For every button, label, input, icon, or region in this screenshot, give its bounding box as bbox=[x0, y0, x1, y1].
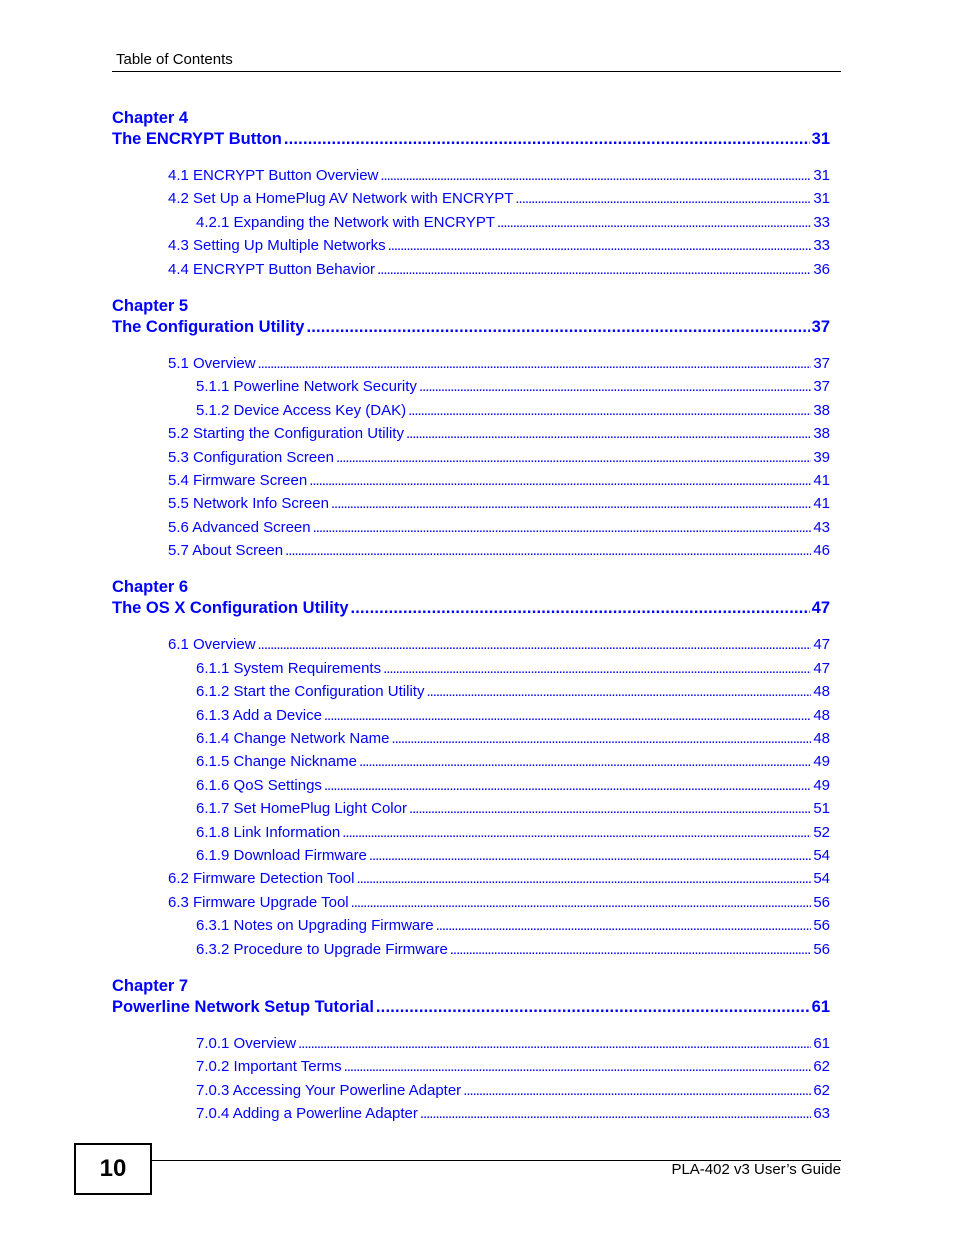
section-page: 47 bbox=[813, 636, 830, 654]
section-label: 5.3 Configuration Screen bbox=[168, 448, 334, 466]
dot-leader bbox=[306, 316, 809, 338]
section-label: 6.1.7 Set HomePlug Light Color bbox=[196, 800, 407, 818]
section-page: 56 bbox=[813, 940, 830, 958]
section-label: 4.1 ENCRYPT Button Overview bbox=[168, 167, 379, 184]
dot-leader bbox=[450, 938, 812, 961]
dot-leader bbox=[344, 1055, 812, 1078]
section-page: 52 bbox=[813, 823, 830, 841]
section-page: 47 bbox=[813, 659, 830, 677]
section-label: 5.4 Firmware Screen bbox=[168, 471, 308, 489]
dot-leader bbox=[369, 844, 811, 867]
toc-subsection-link[interactable] bbox=[112, 399, 830, 422]
dot-leader bbox=[359, 750, 811, 773]
dot-leader bbox=[419, 375, 811, 398]
toc-chapter bbox=[112, 108, 830, 281]
section-label: 6.1.1 System Requirements bbox=[196, 659, 382, 677]
section-label: 5.7 About Screen bbox=[168, 542, 284, 560]
section-page: 62 bbox=[813, 1081, 830, 1099]
section-page: 63 bbox=[813, 1105, 830, 1123]
page-number-box bbox=[74, 1143, 152, 1195]
section-page: 54 bbox=[813, 846, 830, 864]
chapter-title-link[interactable] bbox=[112, 597, 830, 619]
section-page: 56 bbox=[813, 893, 830, 911]
chapter-number-link[interactable]: Chapter 4 bbox=[112, 109, 189, 127]
dot-leader bbox=[383, 657, 811, 680]
section-page: 48 bbox=[813, 730, 830, 748]
dot-leader bbox=[342, 821, 811, 844]
toc-section-link[interactable] bbox=[112, 633, 830, 656]
toc-section-link[interactable] bbox=[112, 446, 830, 469]
section-page: 48 bbox=[813, 706, 830, 724]
section-label: 6.2 Firmware Detection Tool bbox=[168, 870, 355, 888]
section-label: 6.1.2 Start the Configuration Utility bbox=[196, 683, 425, 701]
toc-subsection-link[interactable] bbox=[112, 680, 830, 703]
toc-subsection-link[interactable] bbox=[112, 938, 830, 961]
section-label: 5.6 Advanced Screen bbox=[168, 518, 311, 536]
section-page: 41 bbox=[813, 471, 830, 489]
chapter-number-link[interactable]: Chapter 5 bbox=[112, 296, 189, 315]
section-list bbox=[112, 1032, 830, 1126]
chapter-page: 31 bbox=[811, 130, 830, 148]
dot-leader bbox=[324, 774, 811, 797]
dot-leader bbox=[356, 867, 811, 890]
toc-subsection-link[interactable] bbox=[112, 774, 830, 797]
toc-subsection-link[interactable] bbox=[112, 727, 830, 750]
dot-leader bbox=[336, 446, 811, 469]
dot-leader bbox=[309, 469, 811, 492]
dot-leader bbox=[376, 996, 810, 1018]
section-list bbox=[112, 164, 830, 281]
section-page: 51 bbox=[813, 800, 830, 818]
toc-subsection-link[interactable] bbox=[112, 657, 830, 680]
toc-section-link[interactable] bbox=[112, 891, 830, 914]
section-page: 31 bbox=[813, 190, 830, 208]
toc-section-link[interactable] bbox=[112, 187, 830, 210]
chapter-title-link[interactable] bbox=[112, 316, 830, 338]
dot-leader bbox=[258, 352, 812, 375]
section-page: 38 bbox=[813, 425, 830, 443]
section-label: 6.1.3 Add a Device bbox=[196, 706, 322, 724]
section-label: 5.1.2 Device Access Key (DAK) bbox=[196, 401, 407, 419]
section-label: 7.0.2 Important Terms bbox=[196, 1058, 342, 1076]
chapter-title-link[interactable] bbox=[112, 996, 830, 1018]
section-label: 6.3.2 Procedure to Upgrade Firmware bbox=[196, 940, 448, 958]
section-page: 33 bbox=[813, 213, 830, 231]
running-header: Table of Contents bbox=[116, 51, 233, 68]
toc-section-link[interactable] bbox=[112, 492, 830, 515]
toc-subsection-link[interactable] bbox=[112, 914, 830, 937]
section-label: 5.1 Overview bbox=[168, 354, 256, 372]
dot-leader bbox=[406, 422, 811, 445]
toc-section-link[interactable] bbox=[112, 352, 830, 375]
section-page: 43 bbox=[813, 518, 830, 536]
section-list bbox=[112, 633, 830, 960]
toc-subsection-link[interactable] bbox=[112, 750, 830, 773]
toc-subsection-link[interactable] bbox=[112, 797, 830, 820]
section-label: 6.1.5 Change Nickname bbox=[196, 753, 357, 771]
toc-subsection-link[interactable] bbox=[112, 821, 830, 844]
dot-leader bbox=[388, 234, 812, 257]
dot-leader bbox=[351, 597, 810, 619]
toc-section-link[interactable] bbox=[112, 469, 830, 492]
section-label: 7.0.3 Accessing Your Powerline Adapter bbox=[196, 1081, 462, 1099]
dot-leader bbox=[463, 1079, 811, 1102]
section-label: 6.1.4 Change Network Name bbox=[196, 730, 390, 748]
toc-subsection-link[interactable] bbox=[112, 1102, 830, 1125]
dot-leader bbox=[298, 1032, 811, 1055]
section-label: 6.3 Firmware Upgrade Tool bbox=[168, 893, 349, 911]
section-label: 5.2 Starting the Configuration Utility bbox=[168, 425, 404, 443]
chapter-number-link[interactable]: Chapter 7 bbox=[112, 976, 189, 995]
dot-leader bbox=[258, 633, 812, 656]
section-label: 4.4 ENCRYPT Button Behavior bbox=[168, 260, 376, 278]
chapter-number-link[interactable]: Chapter 6 bbox=[112, 578, 189, 597]
dot-leader bbox=[426, 680, 811, 703]
section-label: 5.5 Network Info Screen bbox=[168, 495, 329, 513]
guide-title: PLA-402 v3 User’s Guide bbox=[671, 1161, 841, 1178]
section-page: 41 bbox=[813, 495, 830, 513]
toc-subsection-link[interactable] bbox=[112, 1079, 830, 1102]
toc-chapter bbox=[112, 577, 830, 960]
section-page: 46 bbox=[813, 542, 830, 560]
chapter-title: The ENCRYPT Button bbox=[112, 130, 282, 148]
section-page: 38 bbox=[813, 401, 830, 419]
section-page: 37 bbox=[813, 354, 830, 372]
section-page: 31 bbox=[813, 167, 830, 184]
toc-subsection-link[interactable] bbox=[112, 704, 830, 727]
toc-subsection-link[interactable] bbox=[112, 211, 830, 234]
dot-leader bbox=[515, 187, 811, 210]
dot-leader bbox=[391, 727, 811, 750]
section-page: 33 bbox=[813, 237, 830, 255]
section-page: 61 bbox=[813, 1034, 830, 1052]
toc-subsection-link[interactable] bbox=[112, 1055, 830, 1078]
section-label: 4.2 Set Up a HomePlug AV Network with ENCRYPT bbox=[168, 190, 514, 208]
section-list bbox=[112, 352, 830, 563]
section-page: 36 bbox=[813, 260, 830, 278]
toc-chapter bbox=[112, 976, 830, 1126]
section-label: 6.1 Overview bbox=[168, 636, 256, 654]
toc-section-link[interactable] bbox=[112, 516, 830, 539]
section-page: 49 bbox=[813, 753, 830, 771]
page-number: 10 bbox=[99, 1155, 127, 1182]
section-label: 6.1.9 Download Firmware bbox=[196, 846, 367, 864]
toc-chapter bbox=[112, 296, 830, 563]
toc-section-link[interactable] bbox=[112, 164, 830, 187]
toc-subsection-link[interactable] bbox=[112, 1032, 830, 1055]
toc-section-link[interactable] bbox=[112, 234, 830, 257]
chapter-title-link[interactable] bbox=[112, 128, 830, 150]
dot-leader bbox=[408, 399, 811, 422]
dot-leader bbox=[324, 704, 811, 727]
section-label: 7.0.4 Adding a Powerline Adapter bbox=[196, 1105, 418, 1123]
section-label: 6.1.6 QoS Settings bbox=[196, 776, 322, 794]
toc-section-link[interactable] bbox=[112, 258, 830, 281]
section-label: 7.0.1 Overview bbox=[196, 1034, 297, 1052]
section-page: 56 bbox=[813, 917, 830, 935]
toc-section-link[interactable] bbox=[112, 422, 830, 445]
table-of-contents bbox=[112, 108, 830, 1141]
section-label: 6.3.1 Notes on Upgrading Firmware bbox=[196, 917, 434, 935]
chapter-page: 47 bbox=[811, 599, 830, 618]
dot-leader bbox=[313, 516, 812, 539]
chapter-page: 37 bbox=[811, 317, 830, 336]
chapter-page: 61 bbox=[811, 997, 830, 1016]
section-page: 48 bbox=[813, 683, 830, 701]
toc-section-link[interactable] bbox=[112, 867, 830, 890]
dot-leader bbox=[497, 211, 811, 234]
dot-leader bbox=[380, 164, 811, 187]
dot-leader bbox=[284, 128, 810, 150]
section-page: 37 bbox=[813, 378, 830, 396]
dot-leader bbox=[331, 492, 811, 515]
header-divider bbox=[112, 71, 841, 72]
toc-section-link[interactable] bbox=[112, 539, 830, 562]
toc-subsection-link[interactable] bbox=[112, 375, 830, 398]
section-page: 54 bbox=[813, 870, 830, 888]
dot-leader bbox=[409, 797, 811, 820]
chapter-title: The OS X Configuration Utility bbox=[112, 599, 349, 618]
section-label: 4.3 Setting Up Multiple Networks bbox=[168, 237, 386, 255]
section-page: 39 bbox=[813, 448, 830, 466]
section-page: 62 bbox=[813, 1058, 830, 1076]
chapter-title: The Configuration Utility bbox=[112, 317, 305, 336]
dot-leader bbox=[285, 539, 811, 562]
dot-leader bbox=[351, 891, 812, 914]
chapter-title: Powerline Network Setup Tutorial bbox=[112, 997, 374, 1016]
dot-leader bbox=[420, 1102, 811, 1125]
section-page: 49 bbox=[813, 776, 830, 794]
section-label: 5.1.1 Powerline Network Security bbox=[196, 378, 417, 396]
dot-leader bbox=[377, 258, 811, 281]
section-label: 6.1.8 Link Information bbox=[196, 823, 341, 841]
section-label: 4.2.1 Expanding the Network with ENCRYPT bbox=[196, 213, 496, 231]
toc-subsection-link[interactable] bbox=[112, 844, 830, 867]
dot-leader bbox=[436, 914, 812, 937]
